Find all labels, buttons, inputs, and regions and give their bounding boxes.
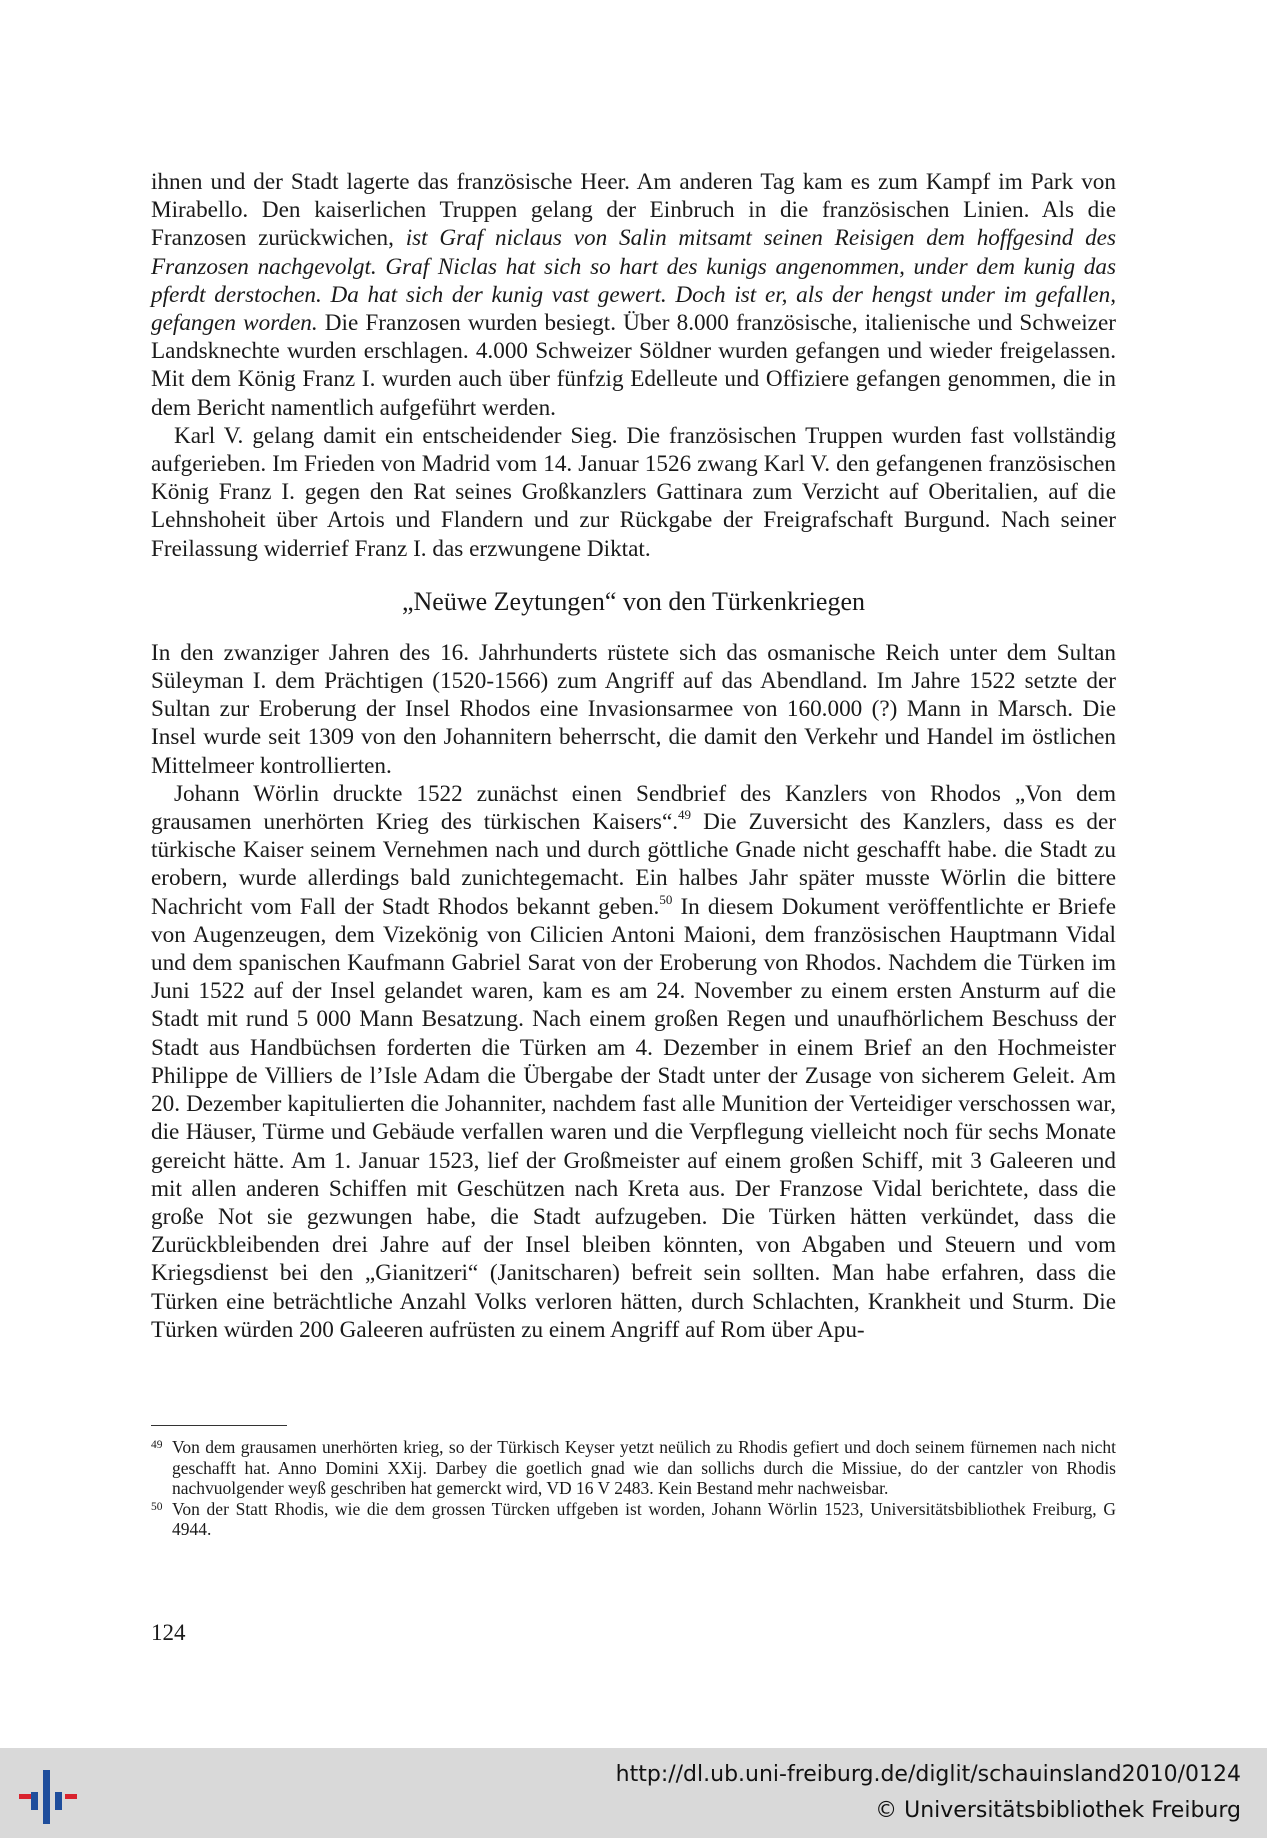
body-paragraph xyxy=(151,639,1116,780)
paragraph-text: In diesem Dokument veröffentlichte er Briefe von Augenzeugen, dem Vizekönig von Cilicien Antoni Maioni, dem französischen Hauptmann Vidal und dem spanischen Kaufmann Gabriel Sarat von der Eroberung von Rhodos. Nachdem die Türken im Juni 1522 auf der Insel gelandet waren, kam es am 24. November zu einem ersten Ansturm auf die Stadt mit rund 5 000 Mann Besatzung. Nach einem großen Regen und unaufhörlichem Beschuss der Stadt aus Handbüchsen forderten die Türken am 4. Dezember in einem Brief an den Hochmeister Philippe de Villiers de l’Isle Adam die Übergabe der Stadt unter der Zusage von sicherem Geleit. Am 20. Dezember kapitulierten die Johanniter, nachdem fast alle Munition der Verteidiger verschossen war, die Häuser, Türme und Gebäude verfallen waren und die Verpflegung vielleicht noch für sechs Monate gereicht hätte. Am 1. Januar 1523, lief der Großmeister auf einem großen Schiff, mit 3 Galeeren und mit allen anderen Schiffen mit Geschützen nach Kreta aus. Der Franzose Vidal berichtete, dass die große Not sie gezwungen habe, die Stadt aufzugeben. Die Türken hätten verkündet, dass die Zurückbleibenden drei Jahre auf der Insel bleiben könnten, von Abgaben und Steuern und vom Kriegsdienst bei den „Gianitzeri“ (Janitscharen) befreit sein sollten. Man habe erfahren, dass die Türken eine beträchtliche Anzahl Volks verloren hätten, durch Schlachten, Krankheit und Sturm. Die Türken würden 200 Galeeren aufrüsten zu einem Angriff auf Rom über Apu- xyxy=(151,893,1116,1343)
paragraph-text: Johann Wörlin druckte 1522 zunächst einen Sendbrief des Kanzlers von Rhodos „Von dem grausamen unerhörten Krieg des türkischen Kaisers“. xyxy=(151,780,1116,836)
footnote-divider xyxy=(151,1425,287,1426)
quoted-source-text: ist Graf niclaus von Salin mitsamt seinen Reisigen dem hoffgesind des Franzosen nachgevolgt. Graf Niclas hat sich so hart des kunigs angenommen, under dem kunig das pferdt derstochen. Da hat sich der kunig vast gewert. Doch ist er, als der hengst under im gefallen, gefangen worden. xyxy=(151,225,1116,337)
page-number: 124 xyxy=(151,1620,186,1645)
paragraph-text: In den zwanziger Jahren des 16. Jahrhunderts rüstete sich das osmanische Reich unter dem Sultan Süleyman I. dem Prächtigen (1520-1566) zum Angriff auf das Abendland. Im Jahre 1522 setzte der Sultan zur Eroberung der Insel Rhodos eine Invasionsarmee von 160.000 (?) Mann in Marsch. Die Insel wurde seit 1309 von den Johannitern beherrscht, die damit den Verkehr und Handel im östlichen Mittelmeer kontrollierten. xyxy=(151,639,1116,779)
footnote-number: 50 xyxy=(151,1500,163,1513)
section-heading: „Neüwe Zeytungen“ von den Türkenkriegen xyxy=(401,586,865,616)
body-paragraph xyxy=(151,422,1116,563)
footnote-reference: 49 xyxy=(678,807,692,823)
body-paragraph xyxy=(151,780,1116,1344)
footer-copyright: © Universitätsbibliothek Freiburg xyxy=(875,1798,1241,1823)
paragraph-text: Die Franzosen wurden besiegt. Über 8.000 französische, italienische und Schweizer Landsknechte wurden erschlagen. 4.000 Schweizer Söldner wurden gefangen und wieder freigelassen. Mit dem König Franz I. wurden auch über fünfzig Edelleute und Offiziere gefangen genommen, die in dem Bericht namentlich aufgeführt werden. xyxy=(151,310,1116,421)
footnote-number: 49 xyxy=(151,1439,163,1451)
body-paragraph xyxy=(151,168,1116,422)
page-body xyxy=(151,168,1116,1344)
footnote-text: Von der Statt Rhodis, wie die dem grossen Türcken uffgeben ist worden, Johann Wörlin 1523, Universitätsbibliothek Freiburg, G 4944. xyxy=(172,1498,1116,1539)
paragraphs-top xyxy=(151,168,1116,563)
paragraphs-bottom xyxy=(151,639,1116,1344)
footnote-49 xyxy=(151,1437,1116,1499)
footnotes xyxy=(151,1437,1116,1540)
paragraph-text: Karl V. gelang damit ein entscheidender Sieg. Die französischen Truppen wurden fast vollständig aufgerieben. Im Frieden von Madrid vom 14. Januar 1526 zwang Karl V. den gefangenen französischen König Franz I. gegen den Rat seines Großkanzlers Gattinara zum Verzicht auf Oberitalien, auf die Lehnshoheit über Artois und Flandern und zur Rückgabe der Freigrafschaft Burgund. Nach seiner Freilassung widerrief Franz I. das erzwungene Diktat. xyxy=(151,422,1116,562)
footnote-text: Von dem grausamen unerhörten krieg, so der Türkisch Keyser yetzt neülich zu Rhodis gefiert und doch seinem fürnemen nach nicht geschafft hat. Anno Domini XXij. Darbey die goetlich gnad wie dan sollichs durch die Missiue, do der cantzler von Rhodis nachvuolgender weyß geschriben hat gemerckt wird, VD 16 V 2483. Kein Bestand mehr nachweisbar. xyxy=(172,1437,1116,1498)
footer-bar xyxy=(0,1748,1267,1838)
footnote-50 xyxy=(151,1499,1116,1540)
paragraph-text: Die Zuversicht des Kanzlers, dass es der türkische Kaiser seinem Vernehmen nach und durch göttliche Gnade nicht geschafft habe. die Stadt zu erobern, wurde allerdings bald zunichtegemacht. Ein halbes Jahr später musste Wörlin die bittere Nachricht vom Fall der Stadt Rhodos bekannt geben. xyxy=(151,809,1116,920)
ub-freiburg-logo-icon xyxy=(17,1762,79,1824)
footer-url-link[interactable]: http://dl.ub.uni-freiburg.de/diglit/schauinsland2010/0124 xyxy=(615,1762,1241,1787)
footnote-reference: 50 xyxy=(659,891,673,907)
paragraph-text: ihnen und der Stadt lagerte das französische Heer. Am anderen Tag kam es zum Kampf im Park von Mirabello. Den kaiserlichen Truppen gelang der Einbruch in die französischen Linien. Als die Franzosen zurückwichen, xyxy=(151,169,1116,252)
